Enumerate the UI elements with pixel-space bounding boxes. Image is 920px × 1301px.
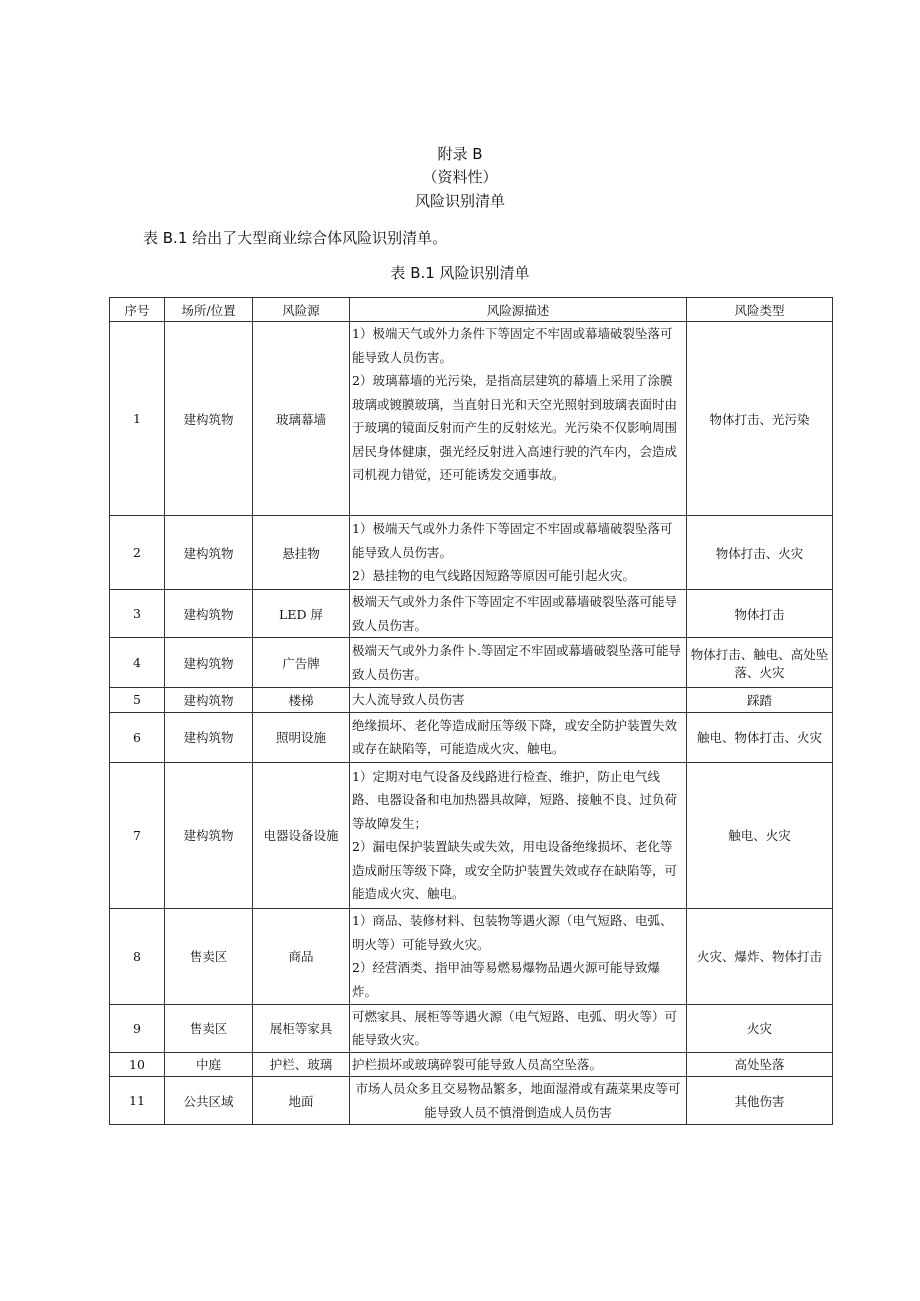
desc-line: 1）定期对电气设备及线路进行检查、维护，防止电气线路、电器设备和电加热器具故障，短路、接触不良、过负荷等故障发生； (352, 768, 678, 831)
cell-source: 照明设施 (253, 712, 350, 762)
cell-desc (350, 590, 687, 638)
desc-line: 护栏损坏或玻璃碎裂可能导致人员高空坠落。 (352, 1056, 603, 1072)
cell-place: 建构筑物 (165, 516, 253, 590)
table-row (110, 516, 833, 590)
desc-line: 2）漏电保护装置缺失或失效，用电设备绝缘损坏、老化等造成耐压等级下降，或安全防护装置失效或存在缺陷等，可能造成火灾、触电。 (352, 839, 678, 901)
risk-table (109, 297, 833, 1125)
cell-source: 商品 (253, 908, 350, 1004)
table-caption: 表 B.1 风险识别清单 (390, 264, 530, 282)
table-row (110, 762, 833, 908)
table-row (110, 590, 833, 638)
header-place: 场所/位置 (165, 298, 253, 322)
desc-line: 极端天气或外力条件下等固定不牢固或幕墙破裂坠落可能导致人员伤害。 (352, 594, 678, 633)
cell-type: 其他伤害 (687, 1077, 833, 1125)
cell-desc (350, 516, 687, 590)
cell-desc (350, 762, 687, 908)
cell-no: 7 (110, 762, 165, 908)
cell-no: 3 (110, 590, 165, 638)
cell-source: LED 屏 (253, 590, 350, 638)
cell-no: 1 (110, 322, 165, 516)
cell-type: 物体打击、触电、高处坠落、火灾 (687, 638, 833, 688)
appendix-label: 附录 B (437, 145, 483, 163)
cell-place: 售卖区 (165, 908, 253, 1004)
cell-desc (350, 1052, 687, 1077)
cell-no: 10 (110, 1052, 165, 1077)
desc-line: 绝缘损坏、老化等造成耐压等级下降，或安全防护装置失效或存在缺陷等，可能造成火灾、触电。 (352, 717, 678, 756)
cell-place: 建构筑物 (165, 322, 253, 516)
table-row (110, 322, 833, 516)
cell-desc (350, 1077, 687, 1125)
desc-line: 2）悬挂物的电气线路因短路等原因可能引起火灾。 (352, 568, 635, 584)
header-type: 风险类型 (687, 298, 833, 322)
cell-source: 电器设备设施 (253, 762, 350, 908)
table-row (110, 1077, 833, 1125)
desc-line: 可燃家具、展柜等等遇火源（电气短路、电弧、明火等）可能导致火灾。 (352, 1008, 678, 1047)
cell-source: 护栏、玻璃 (253, 1052, 350, 1077)
desc-line: 大人流导致人员伤害 (352, 692, 465, 707)
appendix-nature: （资料性） (422, 168, 498, 186)
cell-no: 11 (110, 1077, 165, 1125)
cell-no: 6 (110, 712, 165, 762)
desc-line: 1）商品、装修材料、包装物等遇火源（电气短路、电弧、明火等）可能导致火灾。 (352, 913, 673, 952)
cell-desc (350, 1004, 687, 1052)
cell-type: 高处坠落 (687, 1052, 833, 1077)
cell-type: 物体打击 (687, 590, 833, 638)
header-no: 序号 (110, 298, 165, 322)
cell-no: 2 (110, 516, 165, 590)
cell-desc (350, 908, 687, 1004)
cell-source: 地面 (253, 1077, 350, 1125)
table-row (110, 638, 833, 688)
cell-type: 物体打击、火灾 (687, 516, 833, 590)
cell-place: 建构筑物 (165, 638, 253, 688)
cell-place: 公共区域 (165, 1077, 253, 1125)
desc-line: 市场人员众多且交易物品繁多，地面湿滑或有蔬菜果皮等可能导致人员不慎滑倒造成人员伤害 (355, 1081, 681, 1120)
header-desc: 风险源描述 (350, 298, 687, 322)
table-row (110, 712, 833, 762)
cell-source: 悬挂物 (253, 516, 350, 590)
cell-no: 5 (110, 688, 165, 713)
desc-line: 极端天气或外力条件卜.等固定不牢固或幕墙破裂坠落可能导致人员伤害。 (352, 643, 681, 682)
table-header-row (110, 298, 833, 322)
cell-type: 踩踏 (687, 688, 833, 713)
cell-type: 触电、火灾 (687, 762, 833, 908)
cell-type: 火灾 (687, 1004, 833, 1052)
cell-source: 玻璃幕墙 (253, 322, 350, 516)
desc-line: 1）极端天气或外力条件下等固定不牢固或幕墙破裂坠落可能导致人员伤害。 (352, 326, 673, 365)
cell-source: 广告牌 (253, 638, 350, 688)
table-row (110, 1052, 833, 1077)
header-source: 风险源 (253, 298, 350, 322)
cell-type: 火灾、爆炸、物体打击 (687, 908, 833, 1004)
table-row (110, 688, 833, 713)
cell-no: 4 (110, 638, 165, 688)
cell-desc (350, 638, 687, 688)
cell-desc (350, 712, 687, 762)
cell-no: 8 (110, 908, 165, 1004)
cell-place: 中庭 (165, 1052, 253, 1077)
desc-line: 2）经营酒类、指甲油等易燃易爆物品遇火源可能导致爆炸。 (352, 960, 660, 999)
desc-line: 2）玻璃幕墙的光污染，是指高层建筑的幕墙上采用了涂膜玻璃或镀膜玻璃，当直射日光和天空光照射到玻璃表面时由于玻璃的镜面反射而产生的反射炫光。光污染不仅影响周围居民身体健康，强光经反射进入高速行驶的汽车内，会造成司机视力错觉，还可能诱发交通事故。 (352, 373, 678, 482)
cell-no: 9 (110, 1004, 165, 1052)
cell-place: 建构筑物 (165, 688, 253, 713)
cell-type: 物体打击、光污染 (687, 322, 833, 516)
desc-line: 1）极端天气或外力条件下等固定不牢固或幕墙破裂坠落可能导致人员伤害。 (352, 521, 673, 560)
cell-place: 售卖区 (165, 1004, 253, 1052)
cell-place: 建构筑物 (165, 590, 253, 638)
intro-paragraph: 表 B.1 给出了大型商业综合体风险识别清单。 (143, 229, 448, 247)
appendix-title: 风险识别清单 (414, 192, 505, 210)
table-row (110, 908, 833, 1004)
cell-type: 触电、物体打击、火灾 (687, 712, 833, 762)
cell-source: 展柜等家具 (253, 1004, 350, 1052)
cell-place: 建构筑物 (165, 762, 253, 908)
cell-place: 建构筑物 (165, 712, 253, 762)
cell-source: 楼梯 (253, 688, 350, 713)
table-row (110, 1004, 833, 1052)
cell-desc (350, 688, 687, 713)
cell-desc (350, 322, 687, 516)
